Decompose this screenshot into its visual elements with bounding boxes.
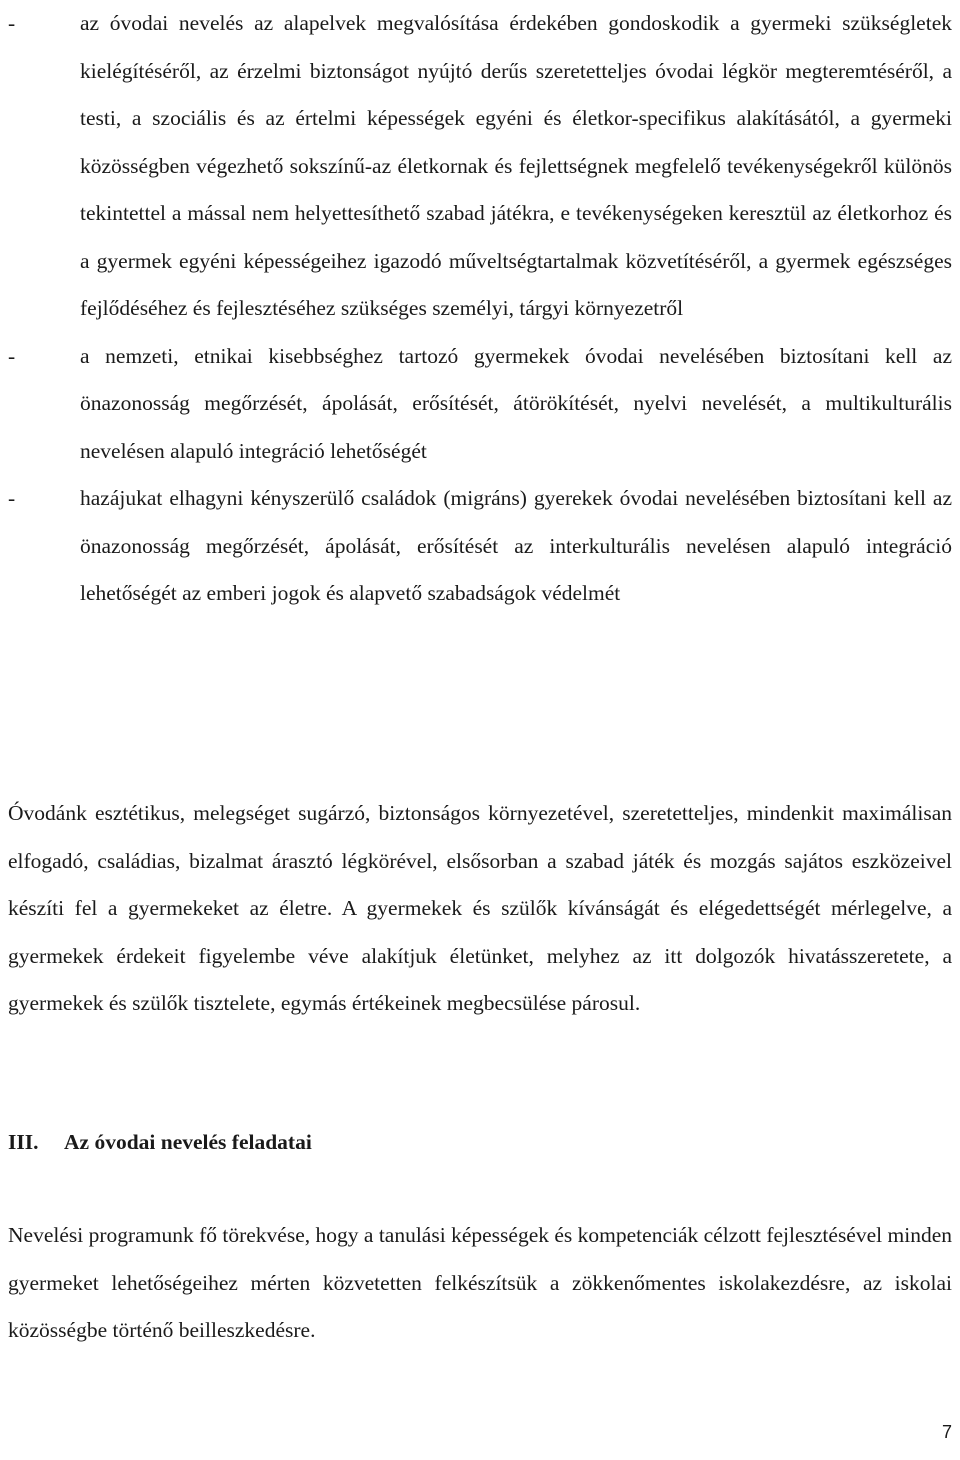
body-paragraph: Óvodánk esztétikus, melegséget sugárzó, biztonságos környezetével, szeretetteljes, mindenkit maximálisan elfogadó, családias, bizalmat árasztó légkörével, elsősorban a szabad játék és mozgás sajátos eszközeivel készíti fel a gyermekeket az életre. A gyermekek és szülők kívánságát és elégedettségét mérlegelve, a gyermekek érdekeit figyelembe véve alakítjuk életünket, melyhez az itt dolgozók hivatásszeretete, a gyermekek és szülők tisztelete, egymás értékeinek megbecsülése párosul.	[8, 801, 952, 1015]
list-item	[0, 475, 960, 618]
section-number: III.	[8, 1130, 39, 1154]
page-number: 7	[941, 1422, 952, 1442]
list-item-text: az óvodai nevelés az alapelvek megvalósítása érdekében gondoskodik a gyermeki szükségletek kielégítéséről, az érzelmi biztonságot nyújtó derűs szeretetteljes óvodai légkör megteremtéséről, a testi, a szociális és az értelmi képességek egyéni és életkor-specifikus alakításától, a gyermeki közösségben végezhető sokszínű-az életkornak és fejlettségnek megfelelő tevékenységekről különös tekintettel a mással nem helyettesíthető szabad játékra, e tevékenységeken keresztül az életkorhoz és a gyermek egyéni képességeihez igazodó műveltségtartalmak közvetítéséről, a gyermek egészséges fejlődéséhez és fejlesztéséhez szükséges személyi, tárgyi környezetről	[80, 11, 952, 320]
list-item	[0, 333, 960, 476]
list-item	[0, 0, 960, 333]
bullet-dash: -	[8, 11, 16, 35]
bullet-dash: -	[8, 486, 16, 510]
bullet-list	[0, 0, 960, 618]
section-heading	[8, 1119, 312, 1167]
list-item-text: hazájukat elhagyni kényszerülő családok (migráns) gyerekek óvodai nevelésében biztosítani kell az önazonosság megőrzését, ápolását, erősítését az interkulturális nevelésen alapuló integráció lehetőségét az emberi jogok és alapvető szabadságok védelmét	[80, 486, 952, 605]
body-paragraph: Nevelési programunk fő törekvése, hogy a tanulási képességek és kompetenciák célzott fejlesztésével minden gyermeket lehetőségeihez mérten közvetetten felkészítsük a zökkenőmentes iskolakezdésre, az iskolai közösségbe történő beilleszkedésre.	[8, 1223, 952, 1342]
bullet-dash: -	[8, 343, 16, 368]
section-title: Az óvodai nevelés feladatai	[64, 1130, 312, 1154]
list-item-text: a nemzeti, etnikai kisebbséghez tartozó gyermekek óvodai nevelésében biztosítani kell az önazonosság megőrzését, ápolását, erősítését, átörökítését, nyelvi nevelését, a multikulturális nevelésen alapuló integráció lehetőségét	[80, 343, 952, 463]
